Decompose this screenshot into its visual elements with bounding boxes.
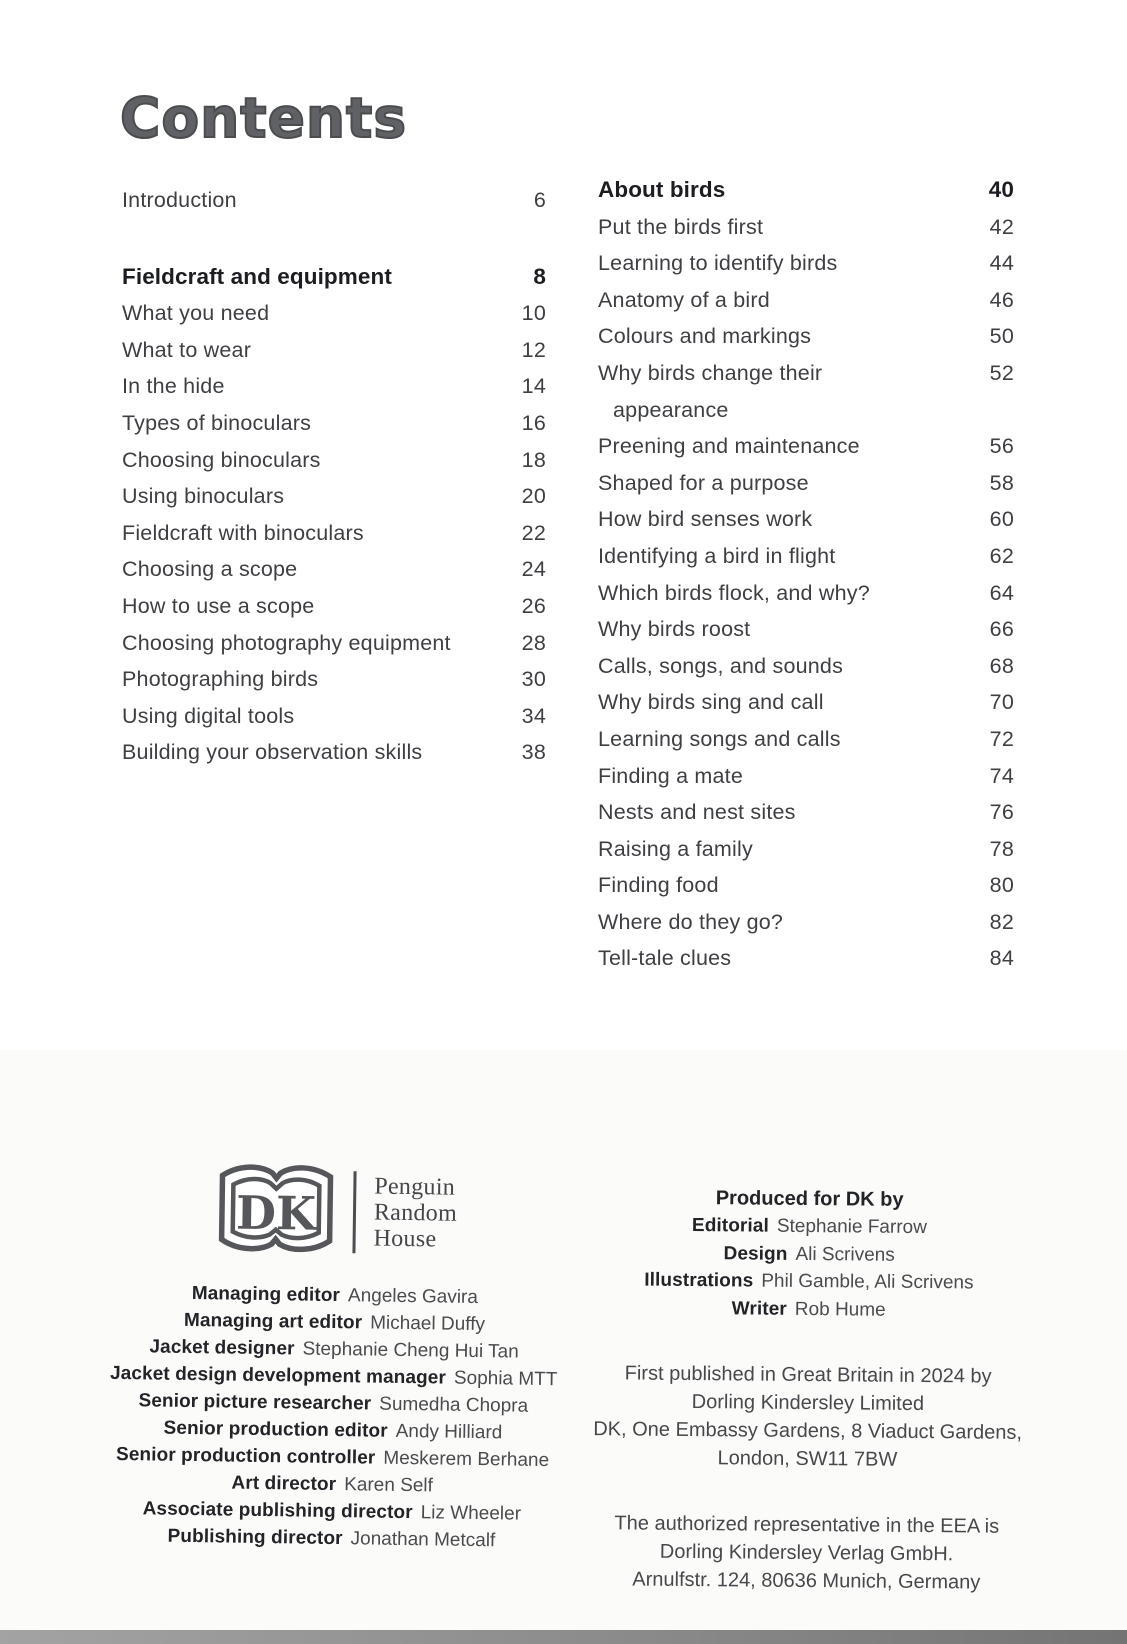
wordmark-line: Penguin (374, 1173, 456, 1201)
credit-role: Publishing director (167, 1525, 343, 1550)
toc-heading-label: Fieldcraft and equipment (122, 263, 392, 289)
credit-line (589, 1266, 1029, 1297)
publication-address (587, 1359, 1028, 1475)
toc-entry-label: Which birds flock, and why? (598, 580, 870, 605)
penguin-random-house-wordmark (373, 1174, 457, 1253)
toc-heading-page: 40 (988, 177, 1014, 202)
credit-name: Karen Self (344, 1474, 434, 1497)
toc-entry (598, 684, 1014, 721)
toc-entry (598, 721, 1014, 758)
toc-entry (598, 282, 1014, 319)
toc-entry-label: Why birds roost (598, 617, 751, 642)
toc-entry-page: 50 (989, 324, 1014, 349)
toc-entry-label: Why birds change their (598, 360, 823, 385)
toc-heading-page: 8 (533, 263, 546, 289)
toc-entry-page: 52 (989, 360, 1014, 385)
toc-entry-label: Types of binoculars (122, 410, 312, 435)
toc-entry-label: Why birds sing and call (598, 690, 824, 715)
toc-entry-page: 70 (989, 690, 1014, 715)
toc-entry (598, 538, 1014, 575)
toc-entry-page: 38 (521, 740, 546, 765)
toc-entry (598, 648, 1014, 685)
toc-entry-label: Preening and maintenance (598, 434, 860, 459)
toc-right-entries (598, 209, 1014, 977)
toc-entry-page: 42 (989, 214, 1014, 239)
toc-entry (598, 904, 1014, 941)
toc-entry (122, 698, 546, 735)
toc-entry (122, 442, 546, 479)
toc-entry (122, 515, 546, 552)
toc-entry-page: 58 (989, 470, 1014, 495)
toc-entry (122, 332, 546, 369)
toc-entry-page: 28 (521, 630, 546, 655)
credit-role: Senior production editor (163, 1417, 388, 1442)
toc-left-column (122, 182, 546, 771)
credit-line (589, 1294, 1029, 1325)
toc-entry-page: 82 (989, 909, 1014, 934)
toc-intro-row (122, 182, 546, 219)
toc-entry-label: Where do they go? (598, 909, 784, 934)
toc-entry (122, 588, 546, 625)
address-line: DK, One Embassy Gardens, 8 Viaduct Gardens, (593, 1418, 1023, 1444)
dk-logo-icon (214, 1158, 337, 1264)
toc-entry (122, 551, 546, 588)
toc-entry-page: 64 (989, 580, 1014, 605)
toc-entry (122, 625, 546, 662)
toc-entry-label: Calls, songs, and sounds (598, 653, 844, 678)
credit-role: Managing editor (191, 1283, 341, 1307)
credit-name: Meskerem Berhane (383, 1447, 550, 1472)
credit-name: Stephanie Farrow (776, 1215, 927, 1239)
toc-entry (598, 465, 1014, 502)
credit-line (589, 1239, 1029, 1270)
toc-entry-label: Choosing photography equipment (122, 630, 451, 655)
toc-entry-page: 24 (521, 557, 546, 582)
toc-entry-page: 60 (989, 507, 1014, 532)
credit-name: Sumedha Chopra (379, 1393, 529, 1417)
page-title: Contents (120, 86, 408, 150)
toc-entry (598, 758, 1014, 795)
eea-representative (586, 1509, 1027, 1597)
toc-entry-page: 56 (989, 434, 1014, 459)
address-line: First published in Great Britain in 2024 by (624, 1362, 992, 1388)
toc-heading-label: About birds (598, 177, 726, 202)
toc-entry-label: Raising a family (598, 836, 753, 861)
toc-entry-page: 46 (989, 287, 1014, 312)
wordmark-line: Random (373, 1199, 458, 1227)
credit-name: Michael Duffy (370, 1312, 486, 1336)
toc-entry-label: Photographing birds (122, 667, 319, 692)
toc-entry-label: How bird senses work (598, 507, 813, 532)
credit-name: Rob Hume (794, 1298, 886, 1321)
staff-credits (105, 1279, 561, 1555)
scan-edge-bar (0, 1630, 1127, 1644)
toc-entry (598, 611, 1014, 648)
toc-entry-page: 68 (989, 653, 1014, 678)
toc-entry (598, 209, 1014, 246)
toc-right-column (598, 172, 1014, 977)
credit-role: Associate publishing director (142, 1498, 413, 1524)
toc-entry-label: Anatomy of a bird (598, 287, 770, 312)
toc-entry (122, 295, 546, 332)
toc-entry-label: In the hide (122, 374, 225, 399)
publisher-logos (109, 1157, 562, 1267)
toc-entry-page: 10 (521, 301, 546, 326)
toc-entry-page: 78 (989, 836, 1014, 861)
toc-entry-page: 62 (989, 543, 1014, 568)
toc-entry-label: Identifying a bird in flight (598, 543, 836, 568)
toc-entry-label: Introduction (122, 188, 237, 212)
toc-entry (598, 245, 1014, 282)
credit-name: Stephanie Cheng Hui Tan (302, 1338, 519, 1363)
address-line: Dorling Kindersley Verlag GmbH. (659, 1540, 954, 1566)
toc-entry-label: Choosing binoculars (122, 447, 321, 472)
toc-entry (122, 478, 546, 515)
toc-entry (598, 501, 1014, 538)
toc-entry (122, 368, 546, 405)
toc-entry-label: Using digital tools (122, 703, 295, 728)
toc-entry-label: Shaped for a purpose (598, 470, 809, 495)
toc-entry-page: 14 (521, 374, 546, 399)
produced-for-dk-heading: Produced for DK by (715, 1187, 904, 1211)
toc-entry-label-wrap: appearance (613, 397, 729, 422)
toc-entry-label: Using binoculars (122, 484, 285, 509)
toc-entry-page: 22 (521, 520, 546, 545)
produced-credits (589, 1211, 1030, 1325)
toc-entry (122, 734, 546, 771)
credit-role: Editorial (691, 1214, 769, 1237)
logo-divider (352, 1171, 356, 1253)
toc-entry (598, 575, 1014, 612)
toc-entry-page: 72 (989, 726, 1014, 751)
toc-entry-label: How to use a scope (122, 593, 315, 618)
credit-role: Art director (231, 1472, 337, 1496)
credit-name: Sophia MTT (453, 1367, 558, 1391)
toc-entry-label: Learning to identify birds (598, 251, 838, 276)
toc-entry (598, 867, 1014, 904)
wordmark-line: House (373, 1225, 437, 1253)
toc-entry-label: What to wear (122, 337, 252, 362)
toc-entry-label: Building your observation skills (122, 740, 423, 765)
address-line: London, SW11 7BW (717, 1447, 898, 1471)
toc-entry (598, 355, 1014, 428)
toc-section-heading (122, 259, 546, 296)
dk-logo-letters: DK (235, 1185, 317, 1241)
toc-entry-label: Learning songs and calls (598, 726, 841, 751)
toc-entry-page: 26 (521, 593, 546, 618)
address-line: Arnulfstr. 124, 80636 Munich, Germany (632, 1568, 981, 1594)
credit-name: Phil Gamble, Ali Scrivens (761, 1270, 974, 1294)
toc-section-heading (598, 172, 1014, 209)
toc-entry-page: 18 (521, 447, 546, 472)
toc-entry-label: Choosing a scope (122, 557, 298, 582)
credit-line (589, 1211, 1029, 1242)
toc-entry-page: 74 (989, 763, 1014, 788)
credit-role: Design (723, 1242, 788, 1265)
toc-entry (598, 428, 1014, 465)
toc-entry (598, 318, 1014, 355)
credit-role: Jacket design development manager (109, 1362, 447, 1389)
address-line: Dorling Kindersley Limited (691, 1390, 925, 1416)
credit-name: Liz Wheeler (420, 1502, 522, 1525)
toc-left-entries (122, 295, 546, 771)
toc-entry-page: 30 (521, 667, 546, 692)
toc-entry-label: Finding food (598, 873, 719, 898)
toc-entry (122, 405, 546, 442)
toc-entry (598, 794, 1014, 831)
credit-name: Andy Hilliard (395, 1420, 503, 1444)
imprint-left-block (105, 1157, 562, 1555)
toc-entry (598, 940, 1014, 977)
credit-role: Jacket designer (149, 1336, 295, 1360)
toc-entry-page: 16 (521, 410, 546, 435)
toc-entry-label: Finding a mate (598, 763, 744, 788)
toc-entry-page: 34 (521, 703, 546, 728)
credit-role: Senior picture researcher (138, 1390, 372, 1415)
toc-entry-page: 76 (989, 800, 1014, 825)
credit-role: Managing art editor (183, 1309, 363, 1334)
toc-entry-page: 12 (521, 337, 546, 362)
toc-entry-page: 20 (521, 484, 546, 509)
toc-entry-page: 80 (989, 873, 1014, 898)
toc-entry-label: Fieldcraft with binoculars (122, 520, 364, 545)
toc-entry-page: 84 (989, 946, 1014, 971)
address-line: The authorized representative in the EEA is (614, 1512, 1000, 1538)
credit-name: Jonathan Metcalf (350, 1528, 496, 1552)
credit-name: Ali Scrivens (795, 1243, 895, 1266)
toc-entry-label: Colours and markings (598, 324, 812, 349)
credit-role: Senior production controller (115, 1443, 376, 1469)
toc-entry-label: Tell-tale clues (598, 946, 732, 971)
toc-entry (598, 831, 1014, 868)
toc-entry (122, 661, 546, 698)
imprint-right-block (586, 1183, 1030, 1597)
toc-entry-label: What you need (122, 301, 270, 326)
toc-entry-page: 66 (989, 617, 1014, 642)
credit-name: Angeles Gavira (347, 1285, 479, 1309)
credit-role: Writer (731, 1297, 787, 1320)
toc-entry-page: 44 (989, 251, 1014, 276)
toc-entry-label: Put the birds first (598, 214, 764, 239)
credit-role: Illustrations (644, 1269, 754, 1292)
toc-entry-label: Nests and nest sites (598, 800, 796, 825)
toc-entry-page: 6 (533, 188, 546, 212)
